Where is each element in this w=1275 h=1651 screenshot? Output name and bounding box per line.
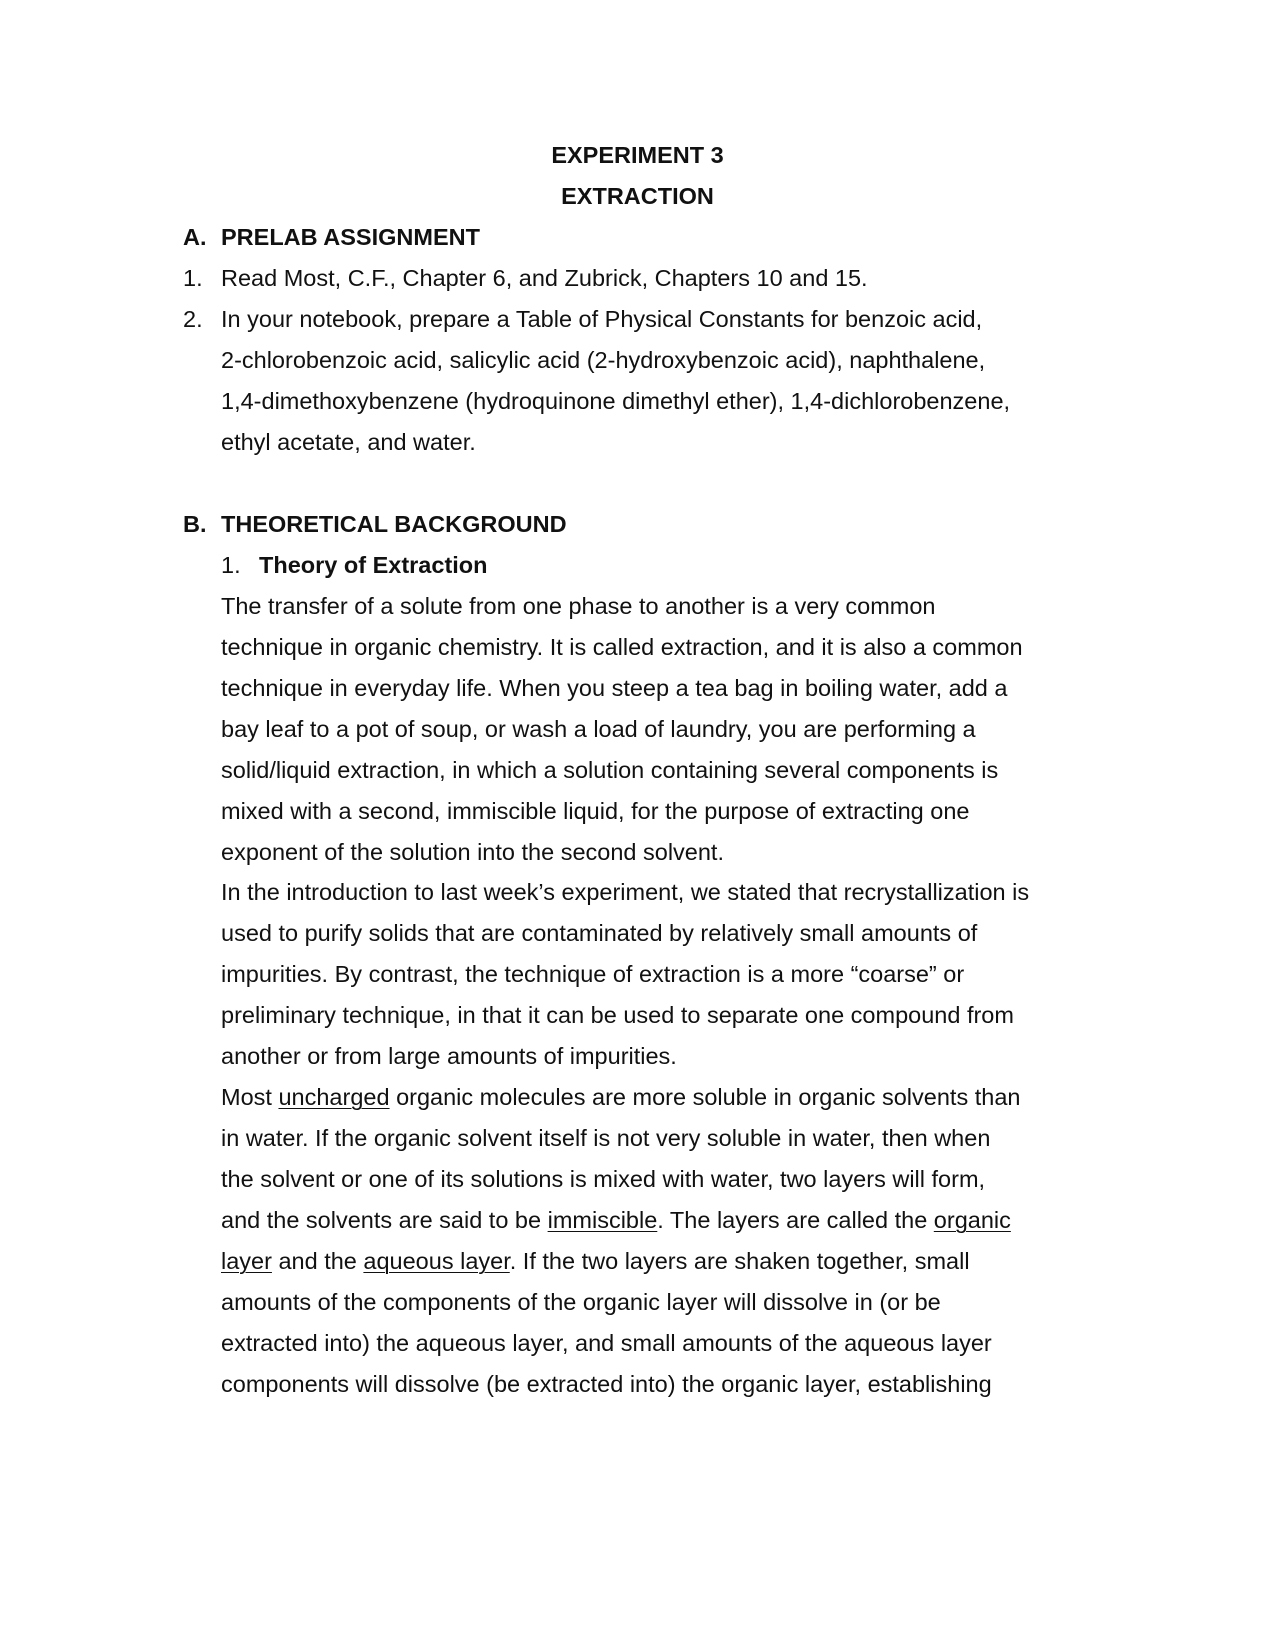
text-run: organic molecules are more soluble in organic solvents than	[389, 1084, 1021, 1110]
text-run: . If the two layers are shaken together, small	[509, 1248, 970, 1274]
document-title: EXPERIMENT 3	[551, 142, 724, 168]
document-subtitle: EXTRACTION	[561, 183, 714, 209]
section-b-heading: THEORETICAL BACKGROUND	[221, 511, 567, 537]
paragraph-line: The transfer of a solute from one phase to another is a very common	[221, 593, 936, 619]
paragraph-line	[221, 1246, 970, 1276]
prelab-item-number: 2.	[183, 306, 203, 332]
underlined-term: organic	[933, 1207, 1011, 1233]
underlined-term: layer	[221, 1248, 272, 1274]
paragraph-line: another or from large amounts of impurities.	[221, 1043, 677, 1069]
section-a-letter: A.	[183, 224, 207, 250]
underlined-term: uncharged	[278, 1084, 390, 1110]
subsection-heading: Theory of Extraction	[259, 552, 488, 578]
underlined-term: immiscible	[547, 1207, 658, 1233]
paragraph-line: mixed with a second, immiscible liquid, for the purpose of extracting one	[221, 798, 970, 824]
section-b-letter: B.	[183, 511, 207, 537]
paragraph-line: technique in everyday life. When you steep a tea bag in boiling water, add a	[221, 675, 1008, 701]
paragraph-line: technique in organic chemistry. It is called extraction, and it is also a common	[221, 634, 1023, 660]
prelab-item-text: ethyl acetate, and water.	[221, 429, 476, 455]
paragraph-line: the solvent or one of its solutions is mixed with water, two layers will form,	[221, 1166, 986, 1192]
section-a-heading: PRELAB ASSIGNMENT	[221, 224, 480, 250]
text-run: and the	[271, 1248, 364, 1274]
paragraph-line: solid/liquid extraction, in which a solution containing several components is	[221, 757, 999, 783]
paragraph-line: exponent of the solution into the second solvent.	[221, 839, 724, 865]
text-run: and the solvents are said to be	[221, 1207, 548, 1233]
paragraph-line: components will dissolve (be extracted into) the organic layer, establishing	[221, 1371, 992, 1397]
text-run: . The layers are called the	[657, 1207, 934, 1233]
paragraph-line: amounts of the components of the organic layer will dissolve in (or be	[221, 1289, 941, 1315]
paragraph-line: preliminary technique, in that it can be used to separate one compound from	[221, 1002, 1014, 1028]
paragraph-line: bay leaf to a pot of soup, or wash a load of laundry, you are performing a	[221, 716, 976, 742]
subsection-number: 1.	[221, 552, 241, 578]
prelab-item-text: Read Most, C.F., Chapter 6, and Zubrick, Chapters 10 and 15.	[221, 265, 868, 291]
paragraph-line: impurities. By contrast, the technique of extraction is a more “coarse” or	[221, 961, 965, 987]
paragraph-line: used to purify solids that are contaminated by relatively small amounts of	[221, 920, 978, 946]
prelab-item-text: 1,4-dimethoxybenzene (hydroquinone dimethyl ether), 1,4-dichlorobenzene,	[221, 388, 1011, 414]
paragraph-line	[221, 1205, 1011, 1235]
paragraph-line: extracted into) the aqueous layer, and small amounts of the aqueous layer	[221, 1330, 992, 1356]
underlined-term: aqueous layer	[363, 1248, 510, 1274]
text-run: Most	[221, 1084, 279, 1110]
paragraph-line: in water. If the organic solvent itself is not very soluble in water, then when	[221, 1125, 991, 1151]
prelab-item-text: In your notebook, prepare a Table of Physical Constants for benzoic acid,	[221, 306, 983, 332]
paragraph-line: In the introduction to last week’s experiment, we stated that recrystallization is	[221, 879, 1030, 905]
prelab-item-number: 1.	[183, 265, 203, 291]
paragraph-line	[221, 1082, 1020, 1112]
prelab-item-text: 2-chlorobenzoic acid, salicylic acid (2-hydroxybenzoic acid), naphthalene,	[221, 347, 986, 373]
